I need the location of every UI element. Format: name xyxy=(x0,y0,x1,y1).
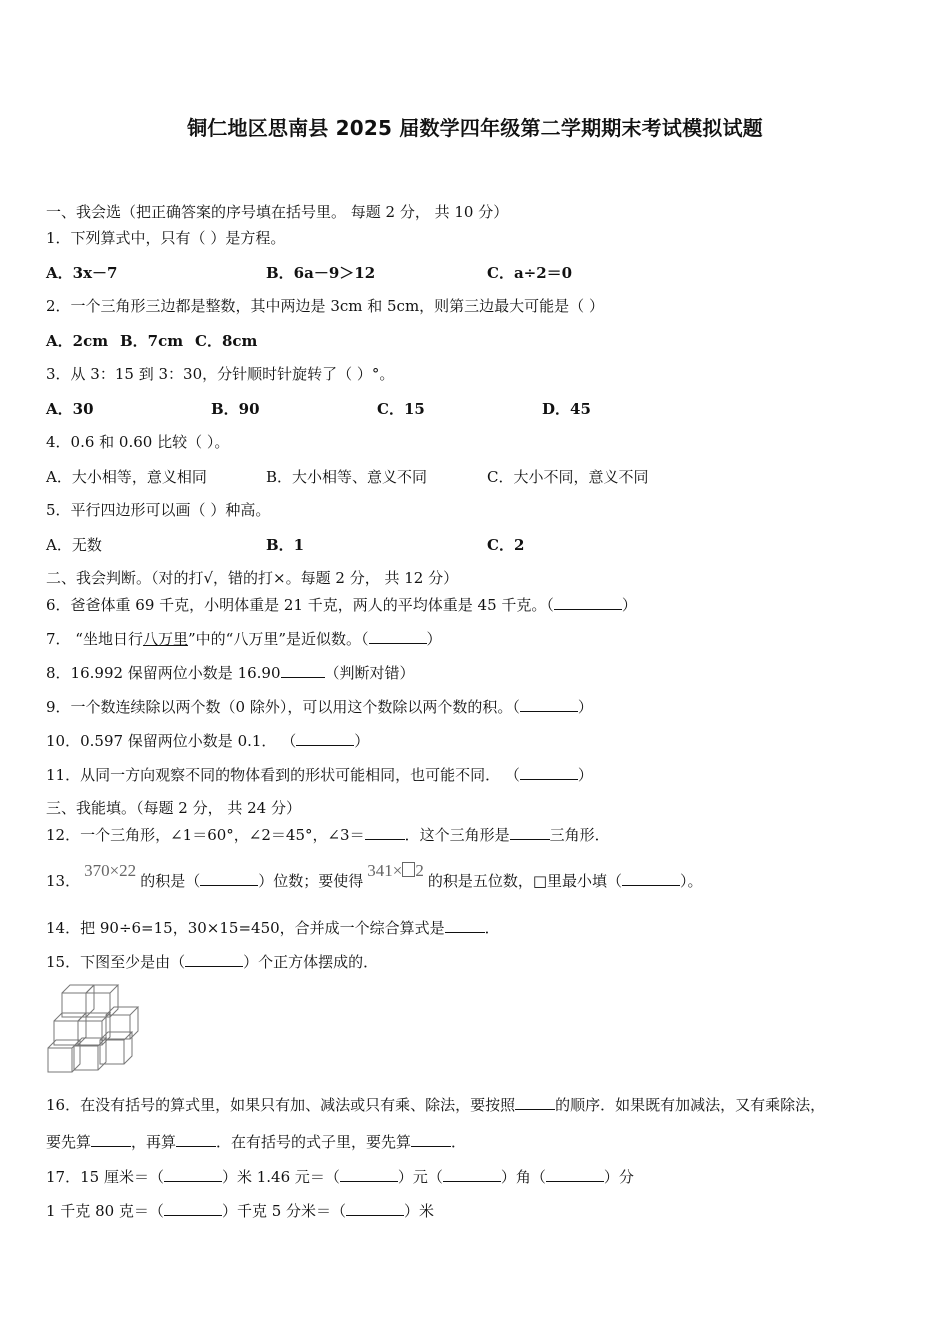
question-12 xyxy=(46,824,610,845)
q17-blank-meters[interactable] xyxy=(164,1166,222,1182)
q12-text-b: ．这个三角形是 xyxy=(404,826,510,844)
section-3-heading: 三、我能填。（每题 2 分， 共 24 分） xyxy=(46,799,301,817)
q1-option-b: B．6a－9＞12 xyxy=(266,264,376,282)
q7-text-pre: 7． “坐地日行 xyxy=(46,630,143,648)
q9-text: 9．一个数连续除以两个数（0 除外），可以用这个数除以两个数的积。（ xyxy=(46,698,520,716)
q11-answer-blank[interactable] xyxy=(520,764,578,780)
question-9 xyxy=(46,696,593,717)
q17-text-e: ）分 xyxy=(603,1168,634,1186)
q16-blank-then[interactable] xyxy=(176,1131,216,1147)
q13-number: 13． xyxy=(46,872,81,890)
q13-text-c: 的积是五位数，□里最小填（ xyxy=(427,872,622,890)
q12-text-a: 12．一个三角形，∠1＝60°，∠2＝45°，∠3＝ xyxy=(46,826,365,844)
q5-option-c: C．2 xyxy=(487,536,525,554)
q15-answer-blank[interactable] xyxy=(185,951,243,967)
q14-answer-blank[interactable] xyxy=(445,917,485,933)
q15-text-a: 15．下图至少是由（ xyxy=(46,953,186,971)
q7-close-paren: ） xyxy=(426,630,442,648)
q2-option-b: B．7cm xyxy=(120,332,184,350)
question-17-line-1 xyxy=(46,1166,634,1187)
question-17-line-2 xyxy=(46,1200,434,1221)
q15-text-b: ）个正方体摆成的． xyxy=(243,953,379,971)
q13-blank-min-digit[interactable] xyxy=(622,870,680,886)
q13-formula-2-left: 341× xyxy=(367,861,403,880)
q10-answer-blank[interactable] xyxy=(296,730,354,746)
q17-text-h: ）米 xyxy=(404,1202,435,1220)
q12-text-c: 三角形． xyxy=(549,826,610,844)
q4-option-b: B．大小相等、意义不同 xyxy=(266,468,428,486)
q14-text-a: 14．把 90÷6=15，30×15=450，合并成一个综合算式是 xyxy=(46,919,445,937)
question-14 xyxy=(46,917,500,938)
q17-text-b: ）米 1.46 元＝（ xyxy=(221,1168,340,1186)
q16-blank-order[interactable] xyxy=(515,1094,555,1110)
question-1-stem: 1．下列算式中，只有（ ）是方程。 xyxy=(46,229,286,247)
q7-underlined-text: 八万里 xyxy=(142,630,188,648)
q6-text: 6．爸爸体重 69 千克，小明体重是 21 千克，两人的平均体重是 45 千克。（ xyxy=(46,596,554,614)
q17-text-c: ）元（ xyxy=(397,1168,443,1186)
q17-blank-fen[interactable] xyxy=(546,1166,604,1182)
q17-blank-kg[interactable] xyxy=(164,1200,222,1216)
q1-option-a: A．3x－7 xyxy=(46,264,118,282)
q13-blank-digits[interactable] xyxy=(200,870,258,886)
question-7 xyxy=(46,628,442,649)
stacked-cubes-figure xyxy=(46,980,144,1075)
q13-text-a: 的积是（ xyxy=(140,872,201,890)
q16-text-b: 的顺序．如果既有加减法，又有乘除法， xyxy=(555,1096,826,1114)
q6-close-paren: ） xyxy=(621,596,637,614)
q12-blank-triangle-type[interactable] xyxy=(510,824,550,840)
q12-blank-angle3[interactable] xyxy=(365,824,405,840)
question-10 xyxy=(46,730,369,751)
q17-blank-yuan[interactable] xyxy=(340,1166,398,1182)
q3-option-b: B．90 xyxy=(211,400,260,418)
q17-text-a: 17．15 厘米＝（ xyxy=(46,1168,164,1186)
q11-text: 11．从同一方向观察不同的物体看到的形状可能相同，也可能不同． （ xyxy=(46,766,520,784)
q9-close-paren: ） xyxy=(577,698,593,716)
q1-option-c: C．a÷2＝0 xyxy=(487,264,573,282)
q16-text-f: ． xyxy=(451,1133,467,1151)
question-2-stem: 2．一个三角形三边都是整数，其中两边是 3cm 和 5cm，则第三边最大可能是（ ） xyxy=(46,297,604,315)
q14-text-b: ． xyxy=(484,919,500,937)
q7-text-post: ”中的“八万里”是近似数。（ xyxy=(188,630,369,648)
question-16-line-1 xyxy=(46,1094,825,1115)
q17-blank-jiao[interactable] xyxy=(443,1166,501,1182)
q16-text-d: ，再算 xyxy=(131,1133,177,1151)
q16-text-e: ．在有括号的式子里，要先算 xyxy=(216,1133,412,1151)
q3-option-c: C．15 xyxy=(377,400,425,418)
q6-answer-blank[interactable] xyxy=(554,594,622,610)
q2-option-a: A．2cm xyxy=(46,332,109,350)
q17-blank-m[interactable] xyxy=(346,1200,404,1216)
q7-answer-blank[interactable] xyxy=(369,628,427,644)
q10-close-paren: ） xyxy=(354,732,370,750)
question-3-stem: 3．从 3：15 到 3：30，分针顺时针旋转了（ ）°。 xyxy=(46,365,395,383)
q13-formula-1: 370×22 xyxy=(84,861,137,880)
question-4-stem: 4．0.6 和 0.60 比较（ ）。 xyxy=(46,433,230,451)
q3-option-a: A．30 xyxy=(46,400,94,418)
question-6 xyxy=(46,594,637,615)
section-2-heading: 二、我会判断。（对的打√，错的打×。每题 2 分， 共 12 分） xyxy=(46,569,459,587)
q13-text-b: ）位数；要使得 xyxy=(258,872,364,890)
q5-option-b: B．1 xyxy=(266,536,305,554)
q8-answer-blank[interactable] xyxy=(281,662,325,678)
q8-text-post: （判断对错） xyxy=(324,664,415,682)
q5-option-a: A．无数 xyxy=(46,536,102,554)
question-8 xyxy=(46,662,415,683)
section-1-heading: 一、我会选（把正确答案的序号填在括号里。 每题 2 分， 共 10 分） xyxy=(46,203,509,221)
question-13 xyxy=(46,861,703,891)
q16-blank-parens-first[interactable] xyxy=(411,1131,451,1147)
empty-box-icon xyxy=(402,862,415,877)
q8-text-pre: 8．16.992 保留两位小数是 16.90 xyxy=(46,664,281,682)
q16-text-c: 要先算 xyxy=(46,1133,92,1151)
q17-text-g: ）千克 5 分米＝（ xyxy=(221,1202,347,1220)
q3-option-d: D．45 xyxy=(542,400,591,418)
question-11 xyxy=(46,764,593,785)
q10-text: 10．0.597 保留两位小数是 0.1． （ xyxy=(46,732,297,750)
q16-blank-first[interactable] xyxy=(91,1131,131,1147)
question-5-stem: 5．平行四边形可以画（ ）种高。 xyxy=(46,501,271,519)
q17-text-f: 1 千克 80 克＝（ xyxy=(46,1202,164,1220)
q17-text-d: ）角（ xyxy=(500,1168,546,1186)
q13-text-d: ）。 xyxy=(680,872,703,890)
page-title: 铜仁地区思南县 2025 届数学四年级第二学期期末考试模拟试题 xyxy=(187,116,763,140)
q13-formula-2 xyxy=(367,861,424,880)
cube-icon xyxy=(106,1007,138,1039)
q4-option-c: C．大小不同，意义不同 xyxy=(487,468,649,486)
q4-option-a: A．大小相等，意义相同 xyxy=(46,468,207,486)
question-15 xyxy=(46,951,378,972)
q11-close-paren: ） xyxy=(577,766,593,784)
cube-icon xyxy=(100,1032,132,1064)
q16-text-a: 16．在没有括号的算式里，如果只有加、减法或只有乘、除法，要按照 xyxy=(46,1096,516,1114)
question-16-line-2 xyxy=(46,1131,466,1152)
q2-option-c: C．8cm xyxy=(195,332,258,350)
q13-formula-2-right: 2 xyxy=(415,861,424,880)
q9-answer-blank[interactable] xyxy=(520,696,578,712)
